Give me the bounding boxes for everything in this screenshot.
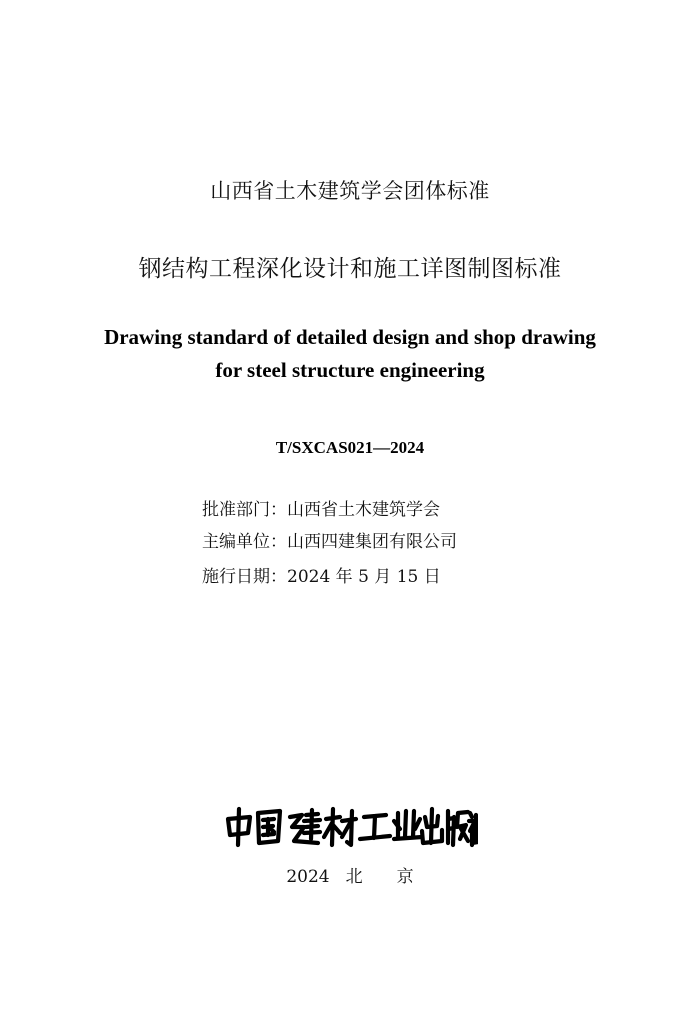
approval-department-value: 山西省土木建筑学会 [287,500,440,520]
organization-standard-heading: 山西省土木建筑学会团体标准 [210,179,490,203]
imprint-city-char-2: 京 [396,867,414,887]
chief-editor-unit-row [202,527,457,552]
effective-date-row [202,562,441,587]
english-title-line-1: Drawing standard of detailed design and shop drawing [104,325,596,349]
imprint-year: 2024 [286,867,330,887]
english-title [0,321,700,387]
standard-number: T/SXCAS021—2024 [275,438,425,457]
english-title-line-2: for steel structure engineering [215,358,485,382]
effective-date-label: 施行日期： [202,567,287,587]
effective-date-value: 2024 年 5 月 15 日 [287,567,441,587]
approval-department-row [202,495,440,520]
imprint-line [0,862,700,887]
chief-editor-unit-value: 山西四建集团有限公司 [287,532,457,552]
publisher-logo [222,805,478,849]
chinese-title: 钢结构工程深化设计和施工详图制图标准 [138,256,562,282]
approval-department-label: 批准部门： [202,500,287,520]
chief-editor-unit-label: 主编单位： [202,532,287,552]
publisher-calligraphy-mark [222,805,478,849]
imprint-city-char-1: 北 [345,867,363,887]
